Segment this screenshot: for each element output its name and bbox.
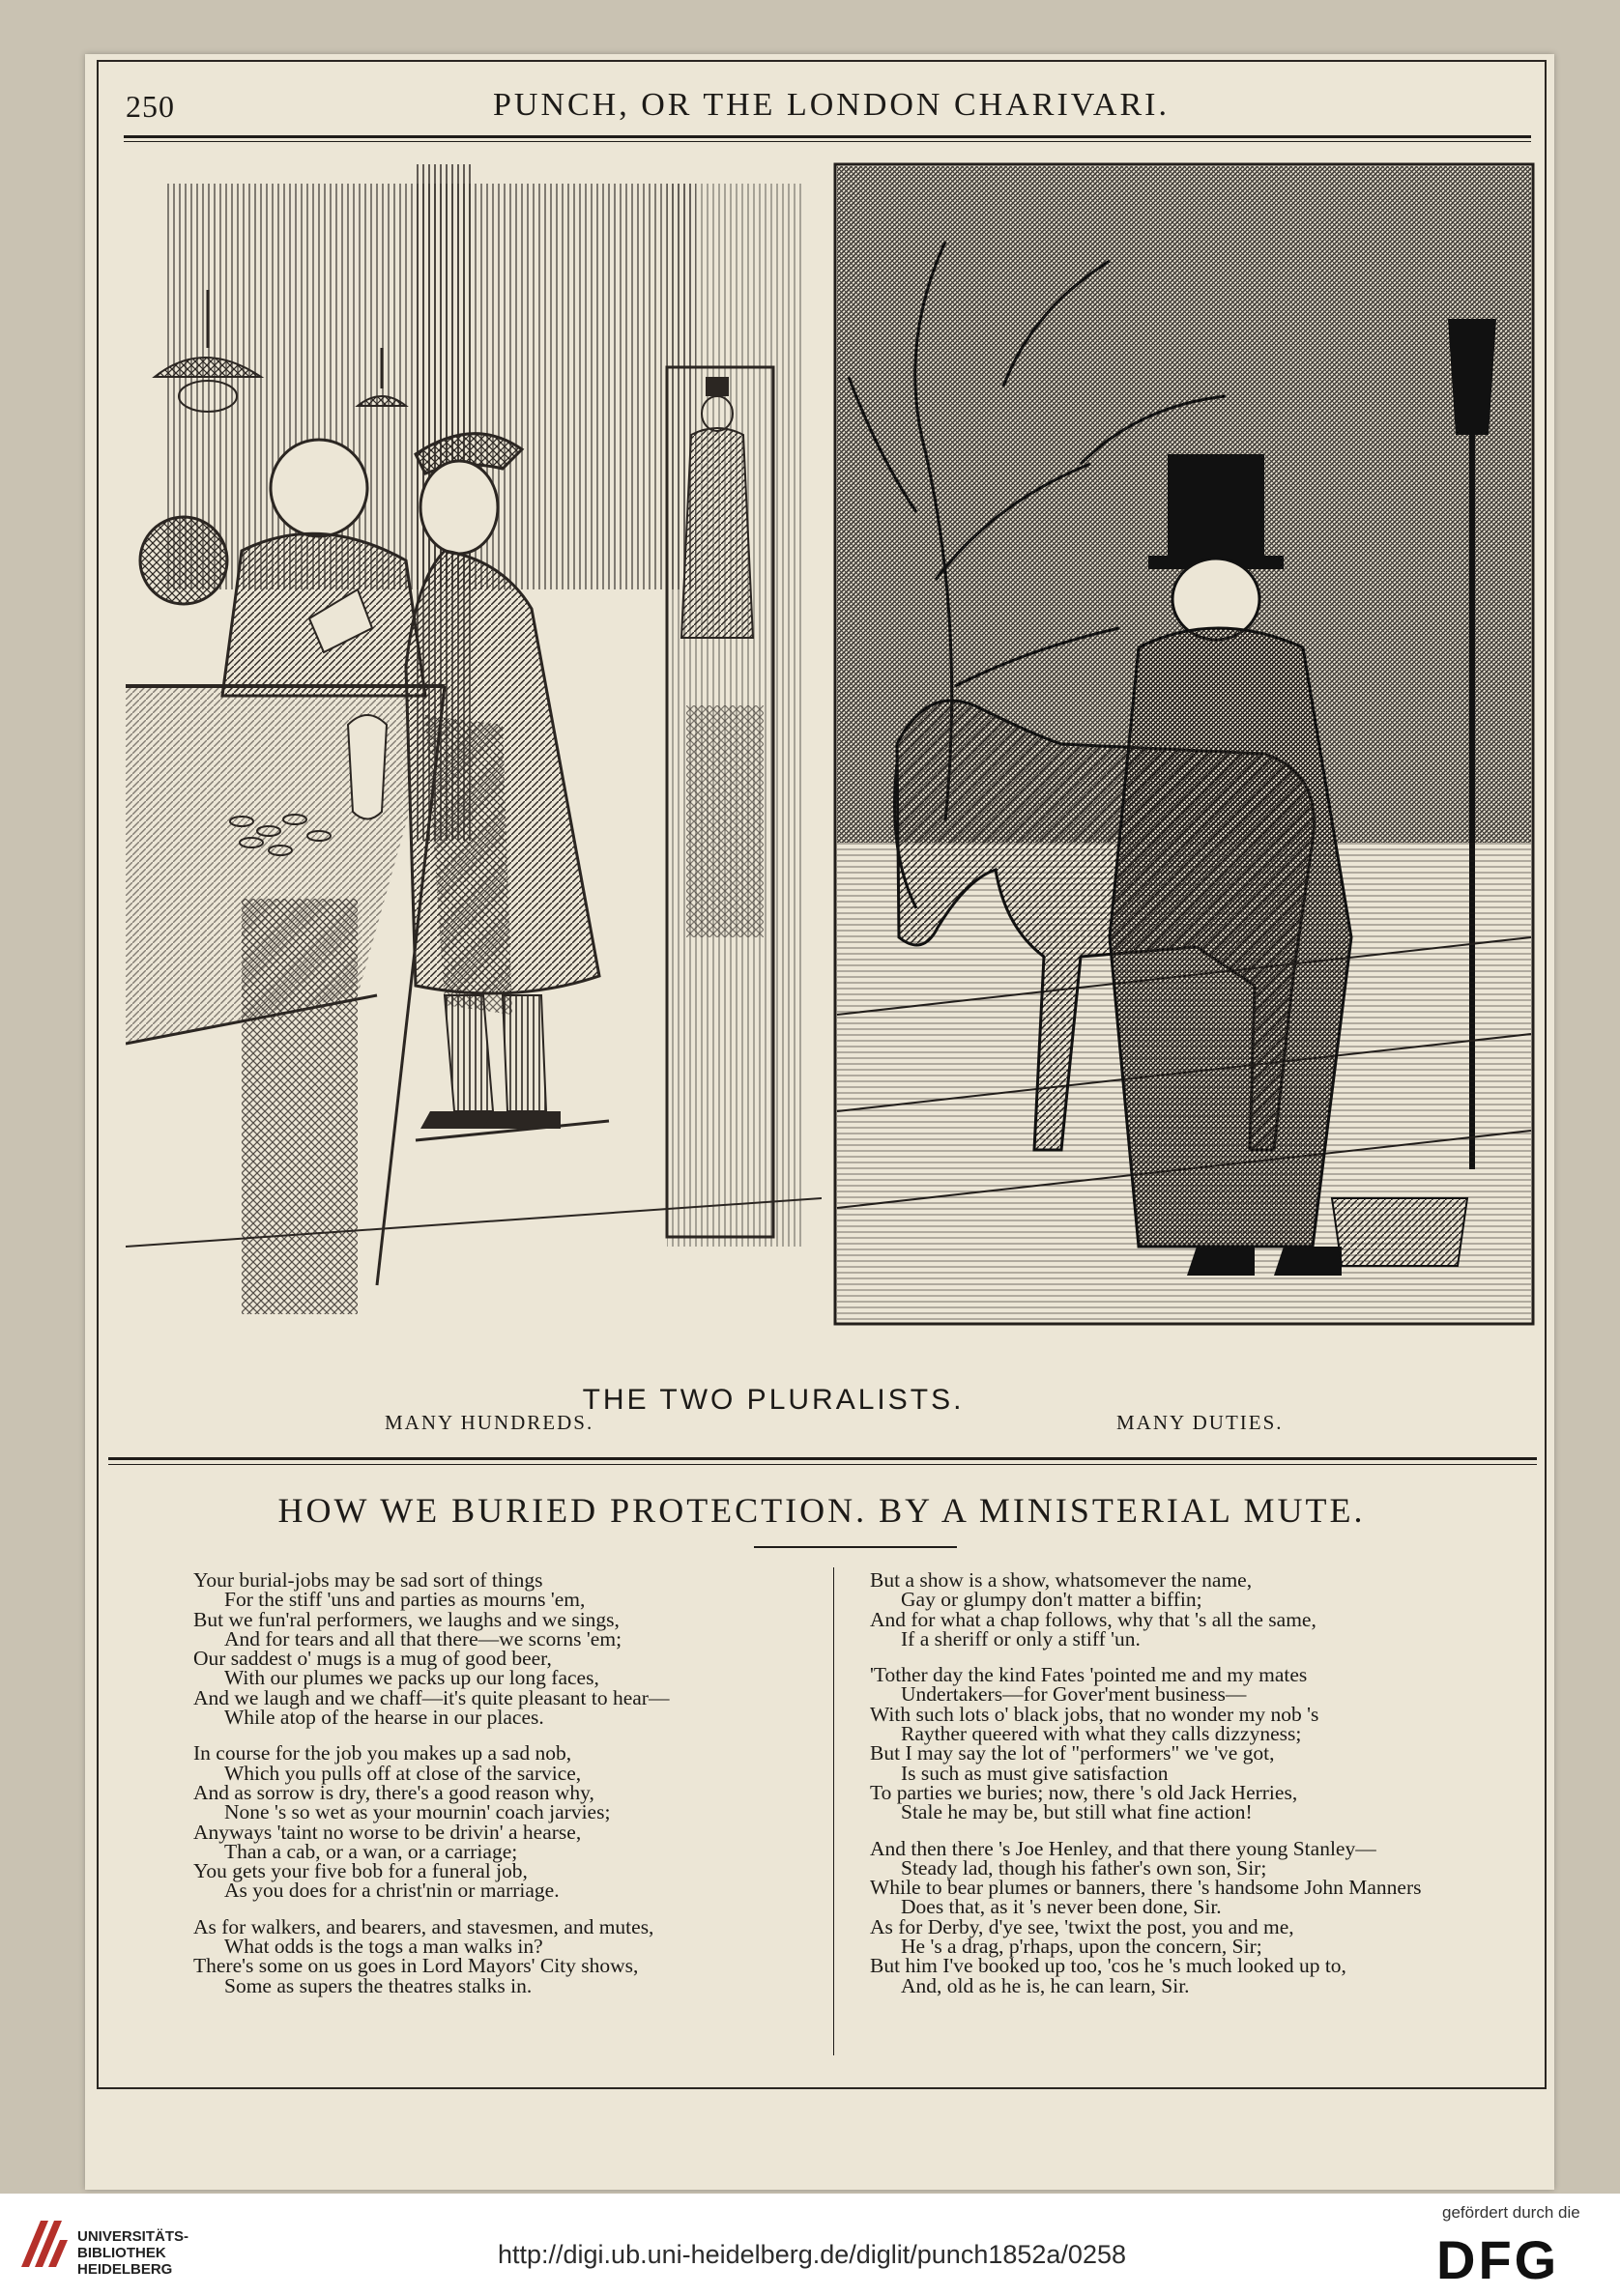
verse-line: Anyways 'taint no worse to be drivin' a hearse, bbox=[193, 1820, 582, 1844]
poem-left-column bbox=[193, 1570, 812, 2012]
verse-line: Does that, as it 's never been done, Sir. bbox=[901, 1895, 1222, 1919]
verse-line: And for tears and all that there—we scorns 'em; bbox=[224, 1626, 622, 1650]
verse-line: As for walkers, and bearers, and stavesmen, and mutes, bbox=[193, 1914, 654, 1938]
verse-line: But we fun'ral performers, we laughs and we sings, bbox=[193, 1607, 620, 1631]
verse-line: But him I've booked up too, 'cos he 's much looked up to, bbox=[870, 1954, 1346, 1978]
verse-line: And, old as he is, he can learn, Sir. bbox=[901, 1973, 1190, 1997]
title-rule bbox=[754, 1546, 957, 1548]
verse-line: But I may say the lot of "performers" we 've got, bbox=[870, 1741, 1275, 1765]
cartoon-right-panel bbox=[829, 145, 1539, 1382]
source-url-link[interactable]: http://digi.ub.uni-heidelberg.de/diglit/punch1852a/0258 bbox=[497, 2240, 1126, 2269]
right-engraving bbox=[829, 145, 1539, 1382]
right-caption: MANY DUTIES. bbox=[1116, 1411, 1284, 1434]
verse-line: For the stiff 'uns and parties as mourns 'em, bbox=[224, 1588, 586, 1612]
cartoon-title: THE TWO PLURALISTS. bbox=[582, 1384, 965, 1416]
verse-line: Steady lad, though his father's own son, Sir; bbox=[901, 1855, 1267, 1880]
library-logo-icon bbox=[17, 2215, 72, 2273]
verse-line: While to bear plumes or banners, there 's handsome John Manners bbox=[870, 1876, 1422, 1900]
verse-line: And then there 's Joe Henley, and that there young Stanley— bbox=[870, 1836, 1376, 1860]
left-engraving bbox=[126, 145, 822, 1382]
article-title: HOW WE BURIED PROTECTION. BY A MINISTERIAL MUTE. bbox=[277, 1491, 1366, 1530]
stanza bbox=[193, 1914, 812, 1997]
verse-line: 'Tother day the kind Fates 'pointed me and my mates bbox=[870, 1663, 1308, 1687]
verse-line: Your burial-jobs may be sad sort of things bbox=[193, 1568, 543, 1592]
verse-line: He 's a drag, p'rhaps, upon the concern, Sir; bbox=[901, 1935, 1262, 1959]
verse-line: While atop of the hearse in our places. bbox=[224, 1706, 544, 1730]
verse-line: There's some on us goes in Lord Mayors' City shows, bbox=[193, 1954, 639, 1978]
verse-line: With such lots o' black jobs, that no wonder my nob 's bbox=[870, 1702, 1319, 1726]
verse-line: None 's so wet as your mournin' coach jarvies; bbox=[224, 1800, 611, 1824]
verse-line: To parties we buries; now, there 's old Jack Herries, bbox=[870, 1780, 1298, 1804]
verse-line: But a show is a show, whatsomever the name, bbox=[870, 1568, 1253, 1592]
verse-line: Is such as must give satisfaction bbox=[901, 1761, 1169, 1785]
verse-line: With our plumes we packs up our long faces, bbox=[224, 1666, 599, 1690]
stanza bbox=[870, 1665, 1489, 1822]
verse-line: And as sorrow is dry, there's a good reason why, bbox=[193, 1780, 594, 1804]
verse-line: Our saddest o' mugs is a mug of good beer, bbox=[193, 1647, 552, 1671]
verse-line: And we laugh and we chaff—it's quite pleasant to hear— bbox=[193, 1685, 670, 1709]
stanza bbox=[870, 1570, 1489, 1649]
poem-right-column bbox=[870, 1570, 1489, 2012]
funder-note: gefördert durch die bbox=[1442, 2203, 1580, 2222]
stanza bbox=[193, 1741, 812, 1903]
verse-line: As you does for a christ'nin or marriage. bbox=[224, 1879, 560, 1903]
left-caption: MANY HUNDREDS. bbox=[385, 1411, 594, 1434]
library-name: UNIVERSITÄTS- BIBLIOTHEK HEIDELBERG bbox=[77, 2228, 189, 2278]
column-divider bbox=[833, 1567, 834, 2055]
verse-line: Undertakers—for Gover'ment business— bbox=[901, 1682, 1247, 1707]
verse-line: Than a cab, or a wan, or a carriage; bbox=[224, 1839, 518, 1863]
verse-line: Gay or glumpy don't matter a biffin; bbox=[901, 1588, 1202, 1612]
verse-line: If a sheriff or only a stiff 'un. bbox=[901, 1626, 1141, 1650]
verse-line: Which you pulls off at close of the sarvice, bbox=[224, 1761, 582, 1785]
header-rule-thin bbox=[124, 141, 1531, 142]
stanza bbox=[193, 1568, 812, 1730]
cartoon-left-panel bbox=[126, 145, 822, 1382]
verse-line: In course for the job you makes up a sad nob, bbox=[193, 1741, 572, 1765]
section-rule bbox=[108, 1457, 1537, 1460]
verse-line: What odds is the togs a man walks in? bbox=[224, 1935, 543, 1959]
verse-line: Some as supers the theatres stalks in. bbox=[224, 1973, 533, 1997]
stanza bbox=[870, 1836, 1489, 1997]
header-rule bbox=[124, 135, 1531, 138]
dfg-logo: DFG bbox=[1436, 2229, 1560, 2290]
viewer-footer bbox=[0, 2194, 1620, 2296]
page-number: 250 bbox=[126, 89, 175, 124]
section-rule-thin bbox=[108, 1464, 1537, 1465]
verse-line: Stale he may be, but still what fine action! bbox=[901, 1800, 1253, 1824]
running-title: PUNCH, OR THE LONDON CHARIVARI. bbox=[492, 87, 1170, 123]
verse-line: As for Derby, d'ye see, 'twixt the post, you and me, bbox=[870, 1914, 1294, 1938]
verse-line: You gets your five bob for a funeral job, bbox=[193, 1859, 528, 1883]
verse-line: Rayther queered with what they calls dizzyness; bbox=[901, 1722, 1302, 1746]
verse-line: And for what a chap follows, why that 's all the same, bbox=[870, 1607, 1316, 1631]
